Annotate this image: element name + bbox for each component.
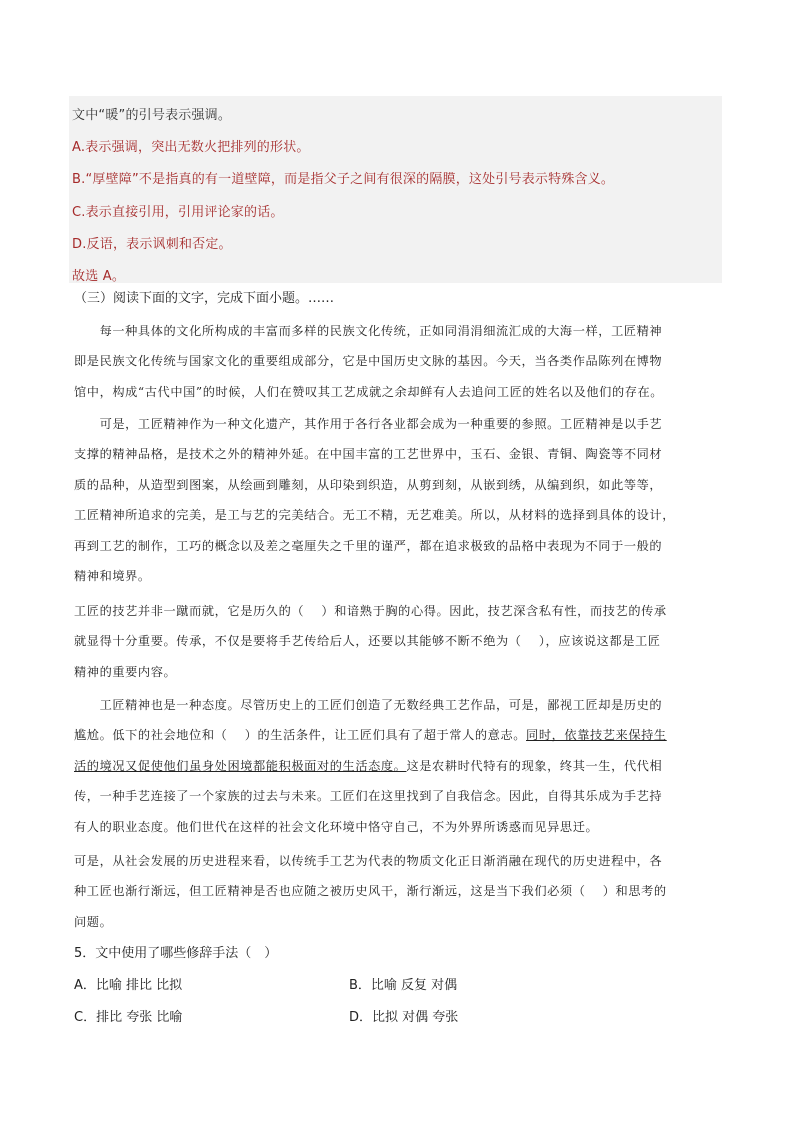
answer-line: 故选 A。: [72, 268, 126, 284]
passage-line: 工匠精神所追求的完美，是工与艺的完美结合。无工不精，无艺难美。所以，从材料的选择到具体的设计，: [74, 508, 676, 523]
option-b: B．比喻 反复 对偶: [349, 978, 458, 993]
option-a: A．比喻 排比 比拟: [74, 978, 183, 993]
passage-line: 可是，工匠精神作为一种文化遗产，其作用于各行各业都会成为一种重要的参照。工匠精神是以手艺: [74, 417, 663, 431]
passage-line: 精神的重要内容。: [74, 664, 177, 679]
passage-line: 支撑的精神品格，是技术之外的精神外延。在中国丰富的工艺世界中，玉石、金银、青铜、陶瓷等不同材: [74, 447, 663, 462]
option-c: C．排比 夸张 比喻: [74, 1010, 183, 1025]
passage-paragraph-3: [74, 596, 728, 687]
passage-line: 问题。: [74, 914, 113, 929]
passage-paragraph-4: [74, 690, 728, 842]
passage-text: 尴尬。低下的社会地位和（ ）的生活条件，让工匠们具有了超于常人的意志。: [74, 728, 527, 743]
passage-paragraph-2: [74, 409, 728, 591]
passage-line: 有人的职业态度。他们世代在这样的社会文化环境中恪守自己，不为外界所诱惑而见异思迁。: [74, 819, 599, 834]
passage-line: 再到工艺的制作，工巧的概念以及差之毫厘失之千里的谨严，都在追求极致的品格中表现为不同于一般的: [74, 538, 663, 553]
section-heading: （三）阅读下面的文字，完成下面小题。……: [74, 291, 335, 306]
answer-line: A.表示强调，突出无数火把排列的形状。: [72, 140, 310, 156]
passage-line: 即是民族文化传统与国家文化的重要组成部分，它是中国历史文脉的基因。今天，当各类作品陈列在博物: [74, 354, 663, 369]
passage-line: 传，一种手艺连接了一个家族的过去与未来。工匠们在这里找到了自我信念。因此，自得其乐成为手艺持: [74, 789, 663, 804]
passage-line: 工匠精神也是一种态度。尽管历史上的工匠们创造了无数经典工艺作品，可是，鄙视工匠却是历史的: [74, 698, 663, 712]
passage-paragraph-1: [74, 316, 728, 407]
underlined-sentence: 同时，依靠技艺来保持生: [526, 728, 667, 743]
option-d: D．比拟 对偶 夸张: [349, 1010, 459, 1025]
passage-line: 就显得十分重要。传承，不仅是要将手艺传给后人，还要以其能够不断不绝为（ ），应该说这都是工匠: [74, 634, 661, 649]
passage-line: 精神和境界。: [74, 568, 151, 583]
answer-line: 文中“暖”的引号表示强调。: [72, 108, 232, 123]
answer-explanation-box: [69, 96, 722, 283]
answer-line: C.表示直接引用，引用评论家的话。: [72, 204, 284, 220]
answer-line: B.“厚壁障”不是指真的有一道壁障，而是指父子之间有很深的隔膜，这处引号表示特殊含义。: [72, 172, 615, 188]
passage-line: 每一种具体的文化所构成的丰富而多样的民族文化传统，正如同涓涓细流汇成的大海一样，工匠精神: [74, 324, 663, 338]
underlined-sentence: 活的境况又促使他们虽身处困境都能积极面对的生活态度。: [74, 758, 407, 773]
question-stem: 5．文中使用了哪些修辞手法（ ）: [74, 946, 278, 961]
answer-line: D.反语，表示讽刺和否定。: [72, 236, 232, 252]
passage-text: 这是农耕时代特有的现象，终其一生，代代相: [406, 758, 663, 773]
passage-line: 种工匠也渐行渐远，但工匠精神是否也应随之被历史风干，渐行渐远，这是当下我们必须（ ）和思考的: [74, 884, 667, 899]
passage-line: 可是，从社会发展的历史进程来看，以传统手工艺为代表的物质文化正日渐消融在现代的历史进程中，各: [74, 854, 663, 868]
passage-line: [74, 720, 728, 750]
passage-line: 工匠的技艺并非一蹴而就，它是历久的（ ）和谙熟于胸的心得。因此，技艺深含私有性，而技艺的传承: [74, 604, 667, 618]
passage-line: [74, 751, 728, 781]
passage-line: 馆中，构成“古代中国”的时候，人们在赞叹其工艺成就之余却鲜有人去追问工匠的姓名以及他们的存在。: [74, 384, 664, 399]
passage-line: 质的品种，从造型到图案，从绘画到雕刻，从印染到织造，从剪到刻，从嵌到绣，从编到织，如此等等，: [74, 477, 663, 492]
passage-paragraph-5: [74, 846, 728, 937]
